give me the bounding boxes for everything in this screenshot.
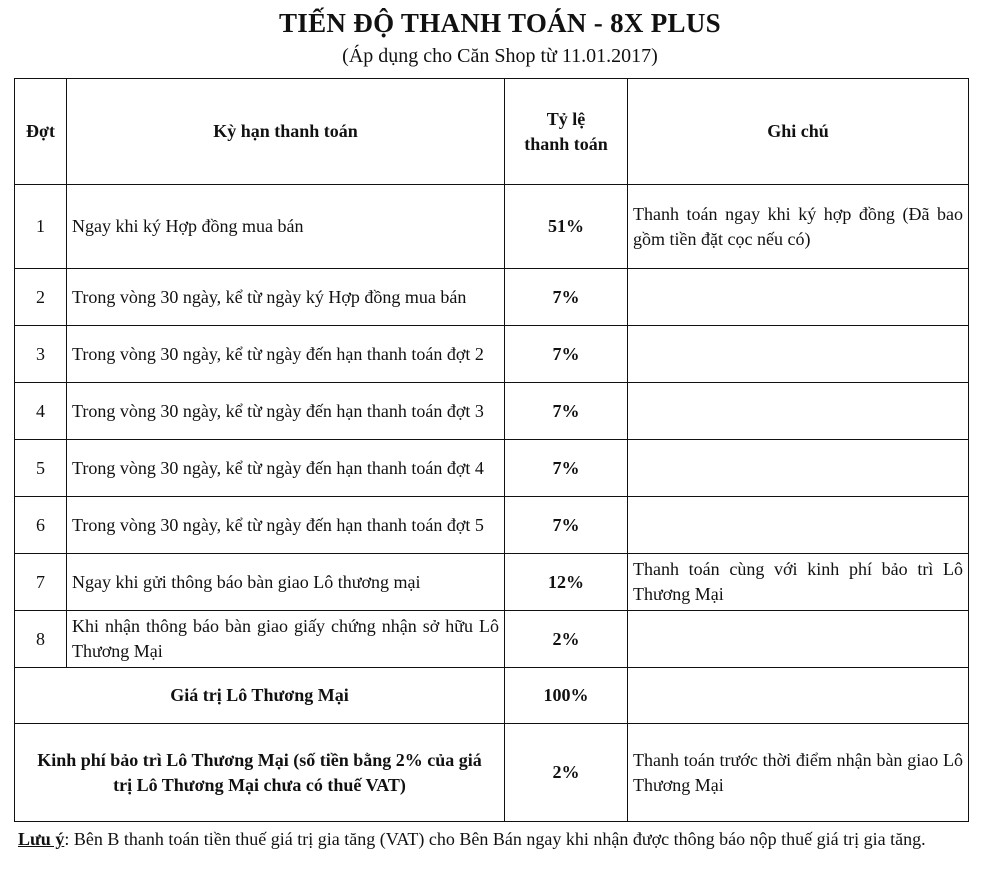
maintenance-label: Kinh phí bảo trì Lô Thương Mại (số tiền bằng 2% của giá trị Lô Thương Mại chưa có thuế VAT): [15, 724, 505, 822]
installment-number: 7: [15, 554, 67, 611]
table-row: [15, 497, 969, 554]
payment-rate: 12%: [505, 554, 628, 611]
maintenance-row: [15, 724, 969, 822]
payment-term: Trong vòng 30 ngày, kể từ ngày đến hạn thanh toán đợt 4: [67, 440, 505, 497]
payment-rate: 7%: [505, 383, 628, 440]
payment-rate: 7%: [505, 440, 628, 497]
payment-term: Trong vòng 30 ngày, kể từ ngày đến hạn thanh toán đợt 2: [67, 326, 505, 383]
installment-number: 8: [15, 611, 67, 668]
total-row: [15, 668, 969, 724]
payment-note: [628, 611, 969, 668]
header-rate-line2: thanh toán: [524, 133, 608, 154]
payment-rate: 7%: [505, 326, 628, 383]
total-note: [628, 668, 969, 724]
table-row: [15, 185, 969, 269]
payment-rate: 2%: [505, 611, 628, 668]
maintenance-rate: 2%: [505, 724, 628, 822]
payment-term: Trong vòng 30 ngày, kể từ ngày ký Hợp đồng mua bán: [67, 269, 505, 326]
payment-schedule-table: [14, 78, 969, 822]
payment-note: [628, 440, 969, 497]
payment-note: Thanh toán ngay khi ký hợp đồng (Đã bao gồm tiền đặt cọc nếu có): [628, 185, 969, 269]
footnote: [18, 826, 973, 853]
table-row: [15, 440, 969, 497]
page-title: TIẾN ĐỘ THANH TOÁN - 8X PLUS: [279, 8, 721, 38]
footnote-label: Lưu ý: [18, 829, 65, 849]
payment-rate: 51%: [505, 185, 628, 269]
table-row: [15, 269, 969, 326]
payment-term: Trong vòng 30 ngày, kể từ ngày đến hạn thanh toán đợt 3: [67, 383, 505, 440]
table-row: [15, 611, 969, 668]
payment-rate: 7%: [505, 497, 628, 554]
header-rate: [505, 79, 628, 185]
total-rate: 100%: [505, 668, 628, 724]
footnote-text: : Bên B thanh toán tiền thuế giá trị gia tăng (VAT) cho Bên Bán ngay khi nhận được thông báo nộp thuế giá trị gia tăng.: [64, 829, 926, 849]
payment-term: Ngay khi ký Hợp đồng mua bán: [67, 185, 505, 269]
header-term: Kỳ hạn thanh toán: [67, 79, 505, 185]
installment-number: 5: [15, 440, 67, 497]
total-label: Giá trị Lô Thương Mại: [15, 668, 505, 724]
installment-number: 6: [15, 497, 67, 554]
maintenance-note: Thanh toán trước thời điểm nhận bàn giao Lô Thương Mại: [628, 724, 969, 822]
payment-term: Khi nhận thông báo bàn giao giấy chứng nhận sở hữu Lô Thương Mại: [67, 611, 505, 668]
header-note: Ghi chú: [628, 79, 969, 185]
page-subtitle: (Áp dụng cho Căn Shop từ 11.01.2017): [342, 45, 658, 67]
table-header-row: [15, 79, 969, 185]
payment-note: Thanh toán cùng với kinh phí bảo trì Lô Thương Mại: [628, 554, 969, 611]
table-row: [15, 326, 969, 383]
installment-number: 1: [15, 185, 67, 269]
payment-note: [628, 326, 969, 383]
installment-number: 4: [15, 383, 67, 440]
payment-rate: 7%: [505, 269, 628, 326]
table-row: [15, 554, 969, 611]
payment-note: [628, 269, 969, 326]
payment-note: [628, 383, 969, 440]
header-installment: Đợt: [15, 79, 67, 185]
payment-term: Ngay khi gửi thông báo bàn giao Lô thương mại: [67, 554, 505, 611]
table-row: [15, 383, 969, 440]
payment-term: Trong vòng 30 ngày, kể từ ngày đến hạn thanh toán đợt 5: [67, 497, 505, 554]
installment-number: 2: [15, 269, 67, 326]
payment-note: [628, 497, 969, 554]
header-rate-line1: Tỷ lệ: [546, 108, 586, 129]
installment-number: 3: [15, 326, 67, 383]
